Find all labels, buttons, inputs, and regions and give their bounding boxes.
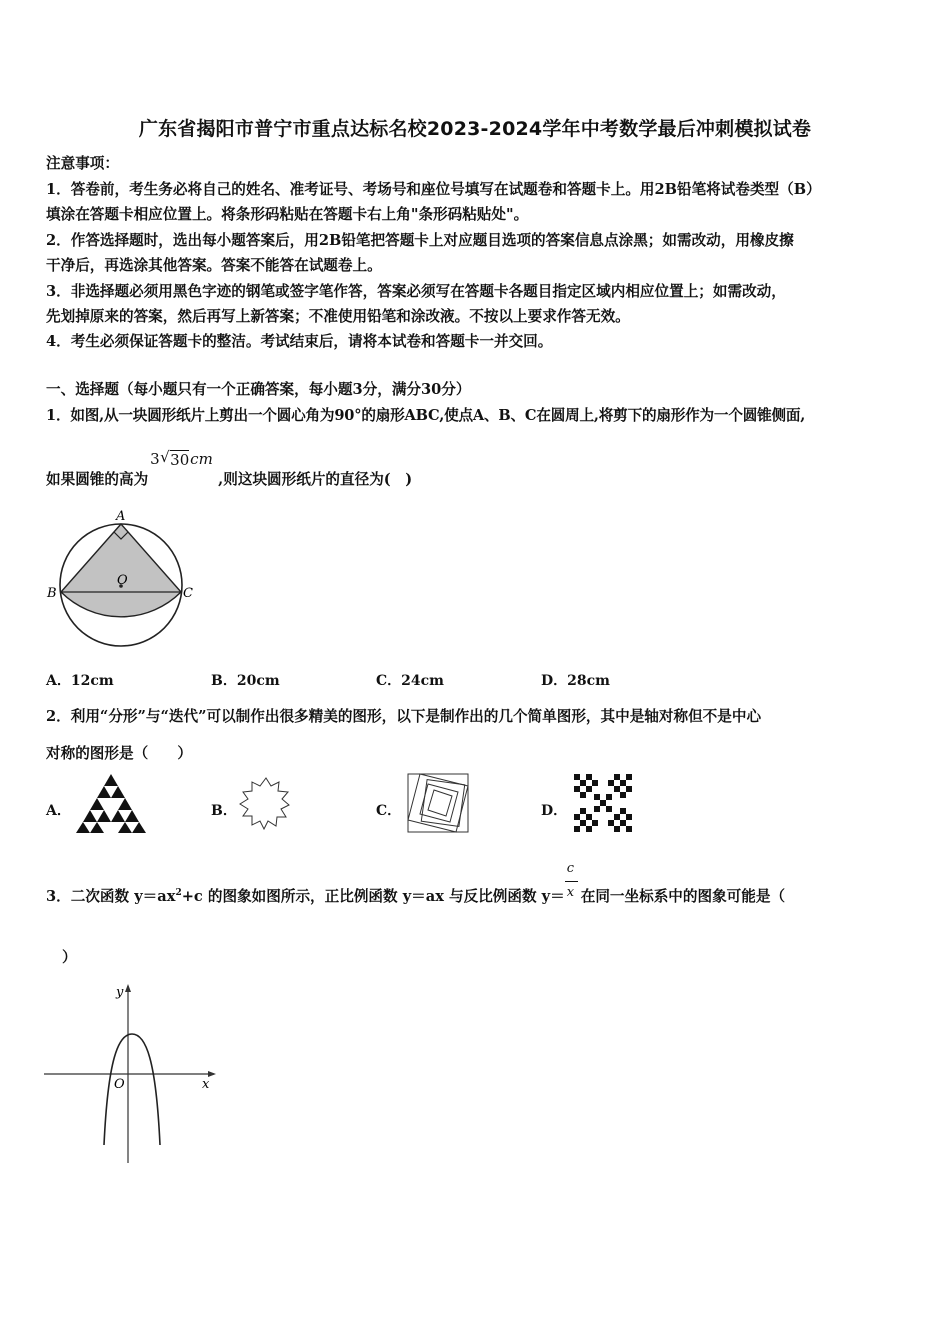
sqrt-sign: √	[160, 448, 170, 466]
q3-line1	[46, 861, 786, 906]
note-3b: 先划掉原来的答案，然后再写上新答案；不准使用铅笔和涂改液。不按以上要求作答无效。	[46, 308, 630, 325]
q2-option-b[interactable]: B．	[211, 803, 237, 819]
note-1b: 填涂在答题卡相应位置上。将条形码粘贴在答题卡右上角"条形码粘贴处"。	[46, 206, 529, 223]
label-a: A	[116, 509, 126, 524]
q3-frac-num: c	[566, 861, 575, 876]
q3-line1-post: 在同一坐标系中的图象可能是（	[580, 888, 786, 905]
q1-math-coef: 3	[150, 450, 160, 468]
axis-y-label: y	[116, 985, 124, 1000]
q2-option-c[interactable]: C．	[376, 803, 402, 819]
q1-line2-post: ,则这块圆形纸片的直径为( )	[218, 471, 413, 488]
page-title: 广东省揭阳市普宁市重点达标名校2023-2024学年中考数学最后冲刺模拟试卷	[138, 118, 812, 140]
sector-abc	[61, 524, 181, 617]
q3-line1-pre: 3．二次函数 y＝ax	[46, 888, 176, 905]
note-4: 4．考生必须保证答题卡的整洁。考试结束后，请将本试卷和答题卡一并交回。	[46, 333, 553, 350]
note-2a: 2．作答选择题时，选出每小题答案后，用2B铅笔把答题卡上对应题目选项的答案信息点涂黑；如需改动，用橡皮擦	[46, 232, 794, 249]
q1-line1: 1．如图,从一块圆形纸片上剪出一个圆心角为90°的扇形ABC,使点A、B、C在圆周上,将剪下的扇形作为一个圆锥侧面,	[46, 407, 806, 424]
q2-line2: 对称的图形是（ ）	[46, 745, 192, 762]
axis-x-label: x	[202, 1077, 210, 1092]
checker-fractal-figure	[572, 772, 634, 834]
y-axis-arrow	[125, 984, 131, 992]
q1-option-d[interactable]: D．28cm	[541, 673, 610, 689]
label-b: B	[47, 586, 57, 601]
q1-option-a[interactable]: A．12cm	[46, 673, 114, 689]
sierpinski-triangle-figure	[74, 772, 148, 834]
q3-line1-mid: +c 的图象如图所示，正比例函数 y＝ax 与反比例函数 y＝	[181, 888, 565, 905]
q1-math-unit: cm	[190, 450, 213, 468]
note-1a: 1．答卷前，考生务必将自己的姓名、准考证号、考场号和座位号填写在试题卷和答题卡上。用2B铅笔将试卷类型（B）	[46, 181, 821, 198]
q1-line2-pre: 如果圆锥的高为	[46, 471, 149, 488]
q3-frac-bar	[565, 881, 578, 882]
label-c: C	[183, 586, 193, 601]
q1-line2	[46, 448, 413, 489]
koch-snowflake-figure	[236, 774, 296, 834]
q3-parabola-figure	[40, 980, 220, 1170]
note-3a: 3．非选择题必须用黑色字迹的钢笔或签字笔作答，答案必须写在答题卡各题目指定区域内相应位置上；如需改动，	[46, 283, 786, 300]
q2-option-d[interactable]: D．	[541, 803, 568, 819]
parabola-curve	[104, 1034, 160, 1145]
label-o: O	[117, 573, 128, 588]
q3-frac-den: x	[566, 885, 575, 900]
q1-math-radicand: 30	[170, 451, 190, 469]
q1-figure	[40, 508, 210, 654]
rotating-squares-figure	[406, 772, 470, 834]
q1-option-b[interactable]: B．20cm	[211, 673, 280, 689]
q3-fraction	[565, 861, 581, 901]
q1-option-c[interactable]: C．24cm	[376, 673, 444, 689]
q1-math	[148, 448, 218, 484]
q3-sup: 2	[175, 888, 182, 899]
section-heading: 一、选择题（每小题只有一个正确答案，每小题3分，满分30分）	[46, 381, 471, 398]
q2-line1: 2．利用“分形”与“迭代”可以制作出很多精美的图形，以下是制作出的几个简单图形，其中是轴对称但不是中心	[46, 708, 762, 725]
q2-option-a[interactable]: A．	[46, 803, 71, 819]
q3-line2: ）	[62, 949, 77, 966]
note-2b: 干净后，再选涂其他答案。答案不能答在试题卷上。	[46, 257, 382, 274]
notes-heading: 注意事项：	[46, 155, 119, 172]
origin-label: O	[114, 1077, 125, 1092]
